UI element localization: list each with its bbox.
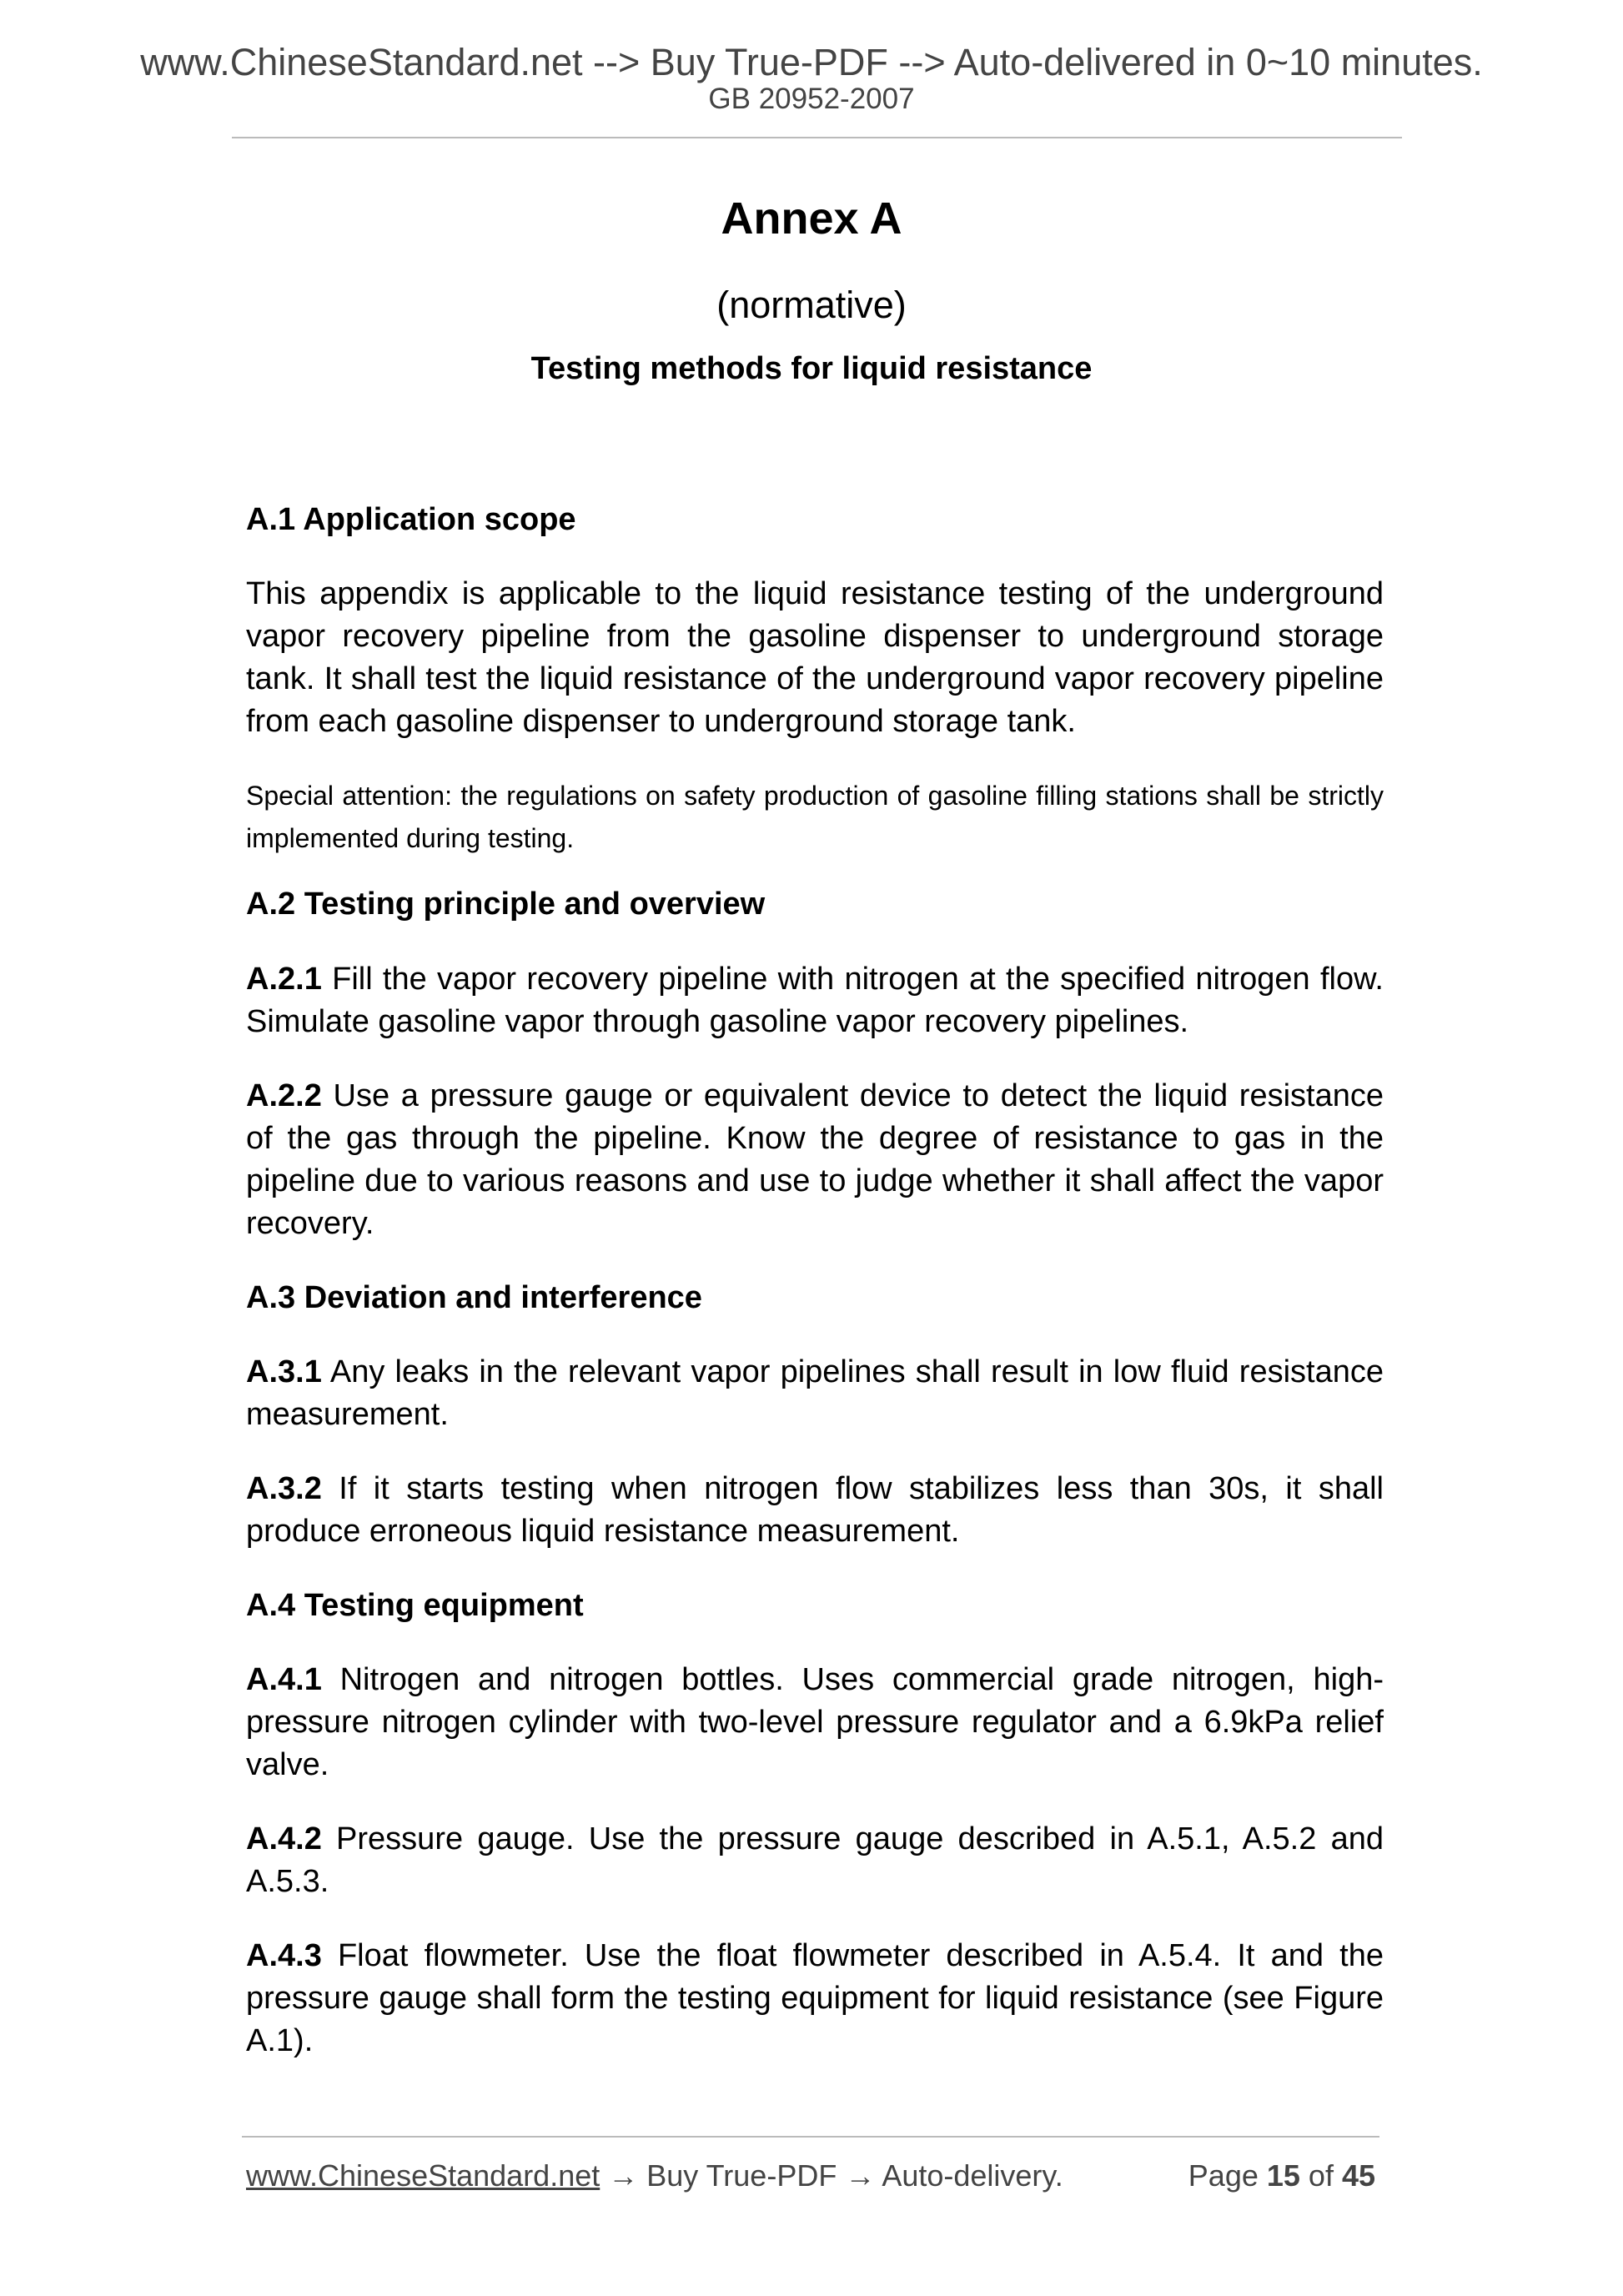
clause-text: Float flowmeter. Use the float flowmeter described in A.5.4. It and the pressure gauge shall form the testing equipment for liquid resistance (see Figure A.1). <box>246 1938 1384 2059</box>
clause-a3-2 <box>246 1468 1384 1553</box>
paragraph-a1-body: This appendix is applicable to the liquid resistance testing of the underground vapor recovery pipeline from the gasoline dispenser to underground storage tank. It shall test the liquid resistance of the underground vapor recovery pipeline from each gasoline dispenser to underground storage tank. <box>246 576 1384 740</box>
clause-text: Pressure gauge. Use the pressure gauge described in A.5.1, A.5.2 and A.5.3. <box>246 1821 1384 1900</box>
clause-text: Nitrogen and nitrogen bottles. Uses commercial grade nitrogen, high-pressure nitrogen cylinder with two-level pressure regulator and a 6.9kPa relief valve. <box>246 1662 1384 1783</box>
footer-promo-text: → Buy True-PDF → Auto-delivery. <box>600 2158 1063 2193</box>
clause-text: Any leaks in the relevant vapor pipelines shall result in low fluid resistance measurement. <box>246 1354 1384 1432</box>
page-number <box>1188 2158 1375 2193</box>
footer-divider <box>242 2136 1379 2138</box>
of-label: of <box>1299 2158 1342 2193</box>
page-label: Page <box>1188 2158 1267 2193</box>
clause-a2-2 <box>246 1075 1384 1245</box>
clause-number: A.2.2 <box>246 1078 322 1113</box>
clause-number: A.3.2 <box>246 1470 322 1506</box>
section-heading-a1: A.1 Application scope <box>246 502 576 537</box>
clause-number: A.3.1 <box>246 1354 322 1389</box>
clause-text: Fill the vapor recovery pipeline with nitrogen at the specified nitrogen flow. Simulate gasoline vapor through gasoline vapor recovery pipelines. <box>246 961 1384 1039</box>
clause-number: A.4.3 <box>246 1938 322 1974</box>
clause-number: A.2.1 <box>246 961 322 997</box>
footer-website-link[interactable]: www.ChineseStandard.net <box>246 2158 600 2193</box>
section-heading-a3: A.3 Deviation and interference <box>246 1279 702 1315</box>
annex-type: (normative) <box>716 284 907 326</box>
clause-text: If it starts testing when nitrogen flow stabilizes less than 30s, it shall produce erroneous liquid resistance measurement. <box>246 1470 1384 1549</box>
clause-text: Use a pressure gauge or equivalent device to detect the liquid resistance of the gas through the pipeline. Know the degree of resistance to gas in the pipeline due to various reasons and use to judge whether it shall affect the vapor recovery. <box>246 1078 1384 1241</box>
header-divider <box>232 137 1402 138</box>
clause-a4-3 <box>246 1935 1384 2062</box>
clause-number: A.4.1 <box>246 1662 322 1698</box>
section-heading-a4: A.4 Testing equipment <box>246 1587 584 1623</box>
clause-a4-2 <box>246 1818 1384 1903</box>
clause-number: A.4.2 <box>246 1821 322 1857</box>
document-body <box>246 499 1384 2094</box>
clause-a3-1 <box>246 1351 1384 1436</box>
clause-a2-1 <box>246 958 1384 1043</box>
section-heading-a2: A.2 Testing principle and overview <box>246 887 766 922</box>
total-pages: 45 <box>1341 2158 1375 2193</box>
annex-subtitle: Testing methods for liquid resistance <box>530 351 1093 386</box>
top-banner: www.ChineseStandard.net --> Buy True-PDF --> Auto-delivered in 0~10 minutes. <box>140 41 1483 83</box>
current-page: 15 <box>1266 2158 1300 2193</box>
page-footer <box>246 2158 1384 2203</box>
paragraph-a1-note: Special attention: the regulations on safety production of gasoline filling stations shall be strictly implemented during testing. <box>246 781 1384 854</box>
standard-code: GB 20952-2007 <box>708 83 915 115</box>
annex-title: Annex A <box>721 193 902 244</box>
clause-a4-1 <box>246 1659 1384 1786</box>
footer-promo <box>246 2158 1063 2193</box>
